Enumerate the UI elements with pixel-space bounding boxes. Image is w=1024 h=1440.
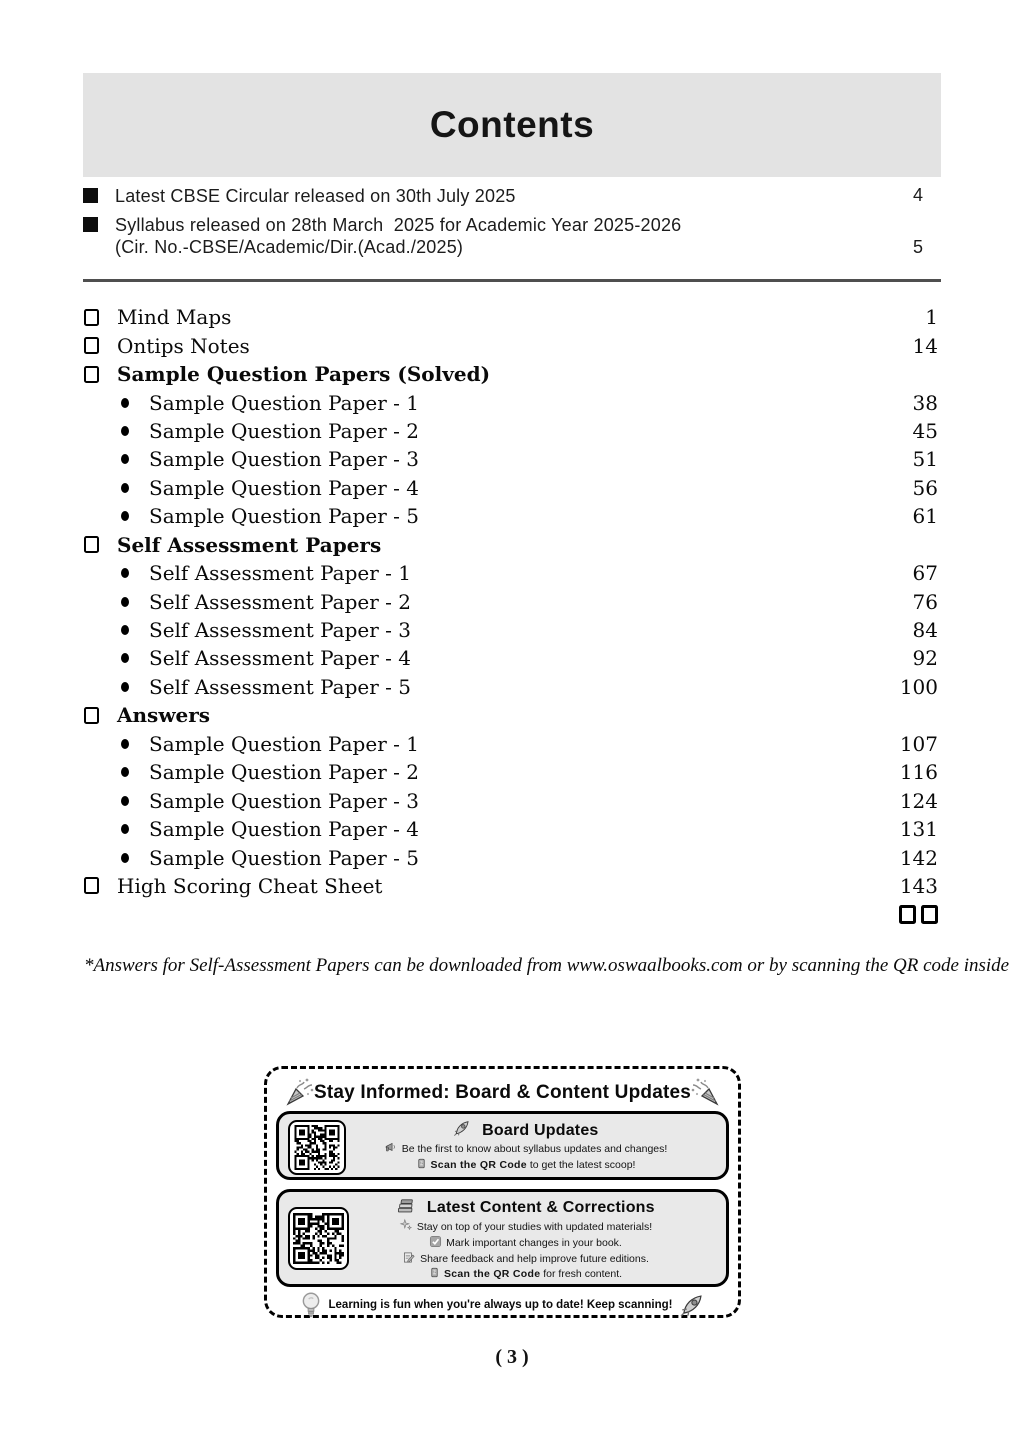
toc-bullet-icon: [84, 337, 99, 354]
checkbox-icon: [429, 1235, 442, 1248]
toc-entry-label: Self Assessment Paper - 5: [149, 674, 411, 699]
toc-page-number: 142: [899, 845, 938, 870]
board-updates-line: Be the first to know about syllabus updates and changes!: [353, 1141, 698, 1157]
toc-bullet-icon: [84, 536, 99, 553]
toc-entry-label: Sample Question Paper - 2: [149, 760, 419, 785]
notice-page-number: 4: [912, 185, 923, 205]
toc-entry-label: Answers: [117, 703, 211, 728]
hollow-square-icon: [921, 905, 938, 924]
toc-entry-label: Sample Question Paper - 4: [149, 475, 419, 500]
toc-bullet-icon: [121, 767, 129, 777]
toc-entry-label: Self Assessment Paper - 4: [149, 646, 411, 671]
hollow-square-icon: [899, 905, 916, 924]
toc-bullet-icon: [121, 454, 129, 464]
toc-row: [83, 559, 938, 587]
stay-informed-box: [264, 1066, 741, 1318]
books-icon: [396, 1198, 416, 1215]
toc-entry-label: Self Assessment Papers: [117, 532, 382, 557]
qr-phone-icon: [429, 1266, 440, 1279]
toc-bullet-icon: [84, 309, 99, 326]
contents-header-band: [83, 73, 941, 177]
toc-row: [83, 531, 938, 559]
notice-line: Syllabus released on 28th March 2025 for Academic Year 2025-2026: [115, 214, 682, 235]
qr-phone-icon: [416, 1157, 427, 1170]
toc-entry-label: Sample Question Paper - 3: [149, 788, 419, 813]
toc-row: [83, 843, 938, 871]
latest-content-line: Mark important changes in your book.: [353, 1235, 698, 1251]
toc-row: [83, 360, 938, 388]
toc-row: [83, 303, 938, 331]
toc-bullet-icon: [121, 398, 129, 408]
toc-bullet-icon: [121, 597, 129, 607]
toc-page-number: 116: [899, 760, 938, 785]
toc-row: [83, 872, 938, 900]
stay-informed-tagline: Learning is fun when you're always up to date! Keep scanning!: [276, 1291, 729, 1318]
rocket-icon: [452, 1119, 471, 1138]
toc-row: [83, 758, 938, 786]
qr-code: [288, 1120, 346, 1175]
board-updates-panel: [276, 1111, 729, 1180]
toc-entry-label: High Scoring Cheat Sheet: [117, 873, 383, 898]
toc-row: [83, 587, 938, 615]
toc-row: [83, 786, 938, 814]
toc-entry-label: Self Assessment Paper - 1: [149, 561, 411, 586]
horizontal-divider: [83, 279, 941, 282]
toc-entry-label: Self Assessment Paper - 2: [149, 589, 411, 614]
toc-entry-label: Self Assessment Paper - 3: [149, 618, 411, 643]
board-updates-heading: Board Updates: [353, 1119, 698, 1141]
toc-bullet-icon: [121, 483, 129, 493]
toc-bullet-icon: [121, 739, 129, 749]
cbse-notices: [83, 185, 941, 265]
stay-informed-title: Stay Informed: Board & Content Updates: [313, 1082, 692, 1103]
latest-content-heading: Latest Content & Corrections: [353, 1197, 698, 1218]
toc-bullet-icon: [121, 568, 129, 578]
toc-page-number: 92: [912, 646, 938, 671]
toc-row: [83, 644, 938, 672]
toc-entry-label: Sample Question Paper - 5: [149, 504, 419, 529]
toc-page-number: 67: [912, 561, 938, 586]
notice-line: Latest CBSE Circular released on 30th July 2025: [115, 186, 516, 206]
latest-content-line: Share feedback and help improve future editions.: [353, 1251, 698, 1267]
toc-rows: [83, 303, 938, 900]
toc-entry-label: Mind Maps: [117, 305, 232, 330]
toc-end-marks: [83, 900, 938, 928]
toc-row: [83, 445, 938, 473]
notice-line: (Cir. No.-CBSE/Academic/Dir.(Acad./2025): [115, 237, 464, 257]
toc-page-number: 131: [899, 817, 938, 842]
latest-content-scan-line: Scan the QR Code for fresh content.: [353, 1266, 698, 1282]
page-title: Contents: [429, 104, 595, 145]
toc-bullet-icon: [121, 653, 129, 663]
lightbulb-icon: [300, 1291, 322, 1318]
toc-row: [83, 417, 938, 445]
toc-row: [83, 673, 938, 701]
toc-page-number: 124: [899, 788, 938, 813]
toc-row: [83, 730, 938, 758]
filled-square-bullet-icon: [83, 217, 98, 232]
toc-row: [83, 388, 938, 416]
toc-bullet-icon: [121, 682, 129, 692]
toc-bullet-icon: [121, 796, 129, 806]
toc-page-number: 107: [899, 731, 938, 756]
notice-item: [83, 185, 941, 208]
toc-page-number: 100: [899, 674, 938, 699]
toc-bullet-icon: [121, 824, 129, 834]
toc-row: [83, 815, 938, 843]
toc-page-number: 38: [912, 390, 938, 415]
toc-page-number: 76: [912, 589, 938, 614]
notice-page-number: 5: [912, 237, 923, 257]
sparkles-icon: [399, 1218, 413, 1232]
megaphone-icon: [384, 1141, 398, 1154]
stay-informed-header: [276, 1074, 729, 1111]
toc-bullet-icon: [84, 366, 99, 383]
toc-entry-label: Sample Question Paper - 1: [149, 731, 419, 756]
page-number-footer: ( 3 ): [495, 1346, 529, 1368]
toc-page-number: 14: [912, 333, 938, 358]
toc-page-number: 61: [912, 504, 938, 529]
toc-page-number: 84: [912, 618, 938, 643]
toc-bullet-icon: [121, 625, 129, 635]
toc-entry-label: Sample Question Paper - 2: [149, 418, 419, 443]
toc-row: [83, 474, 938, 502]
toc-list: [83, 303, 941, 928]
toc-entry-label: Sample Question Papers (Solved): [117, 362, 491, 387]
toc-entry-label: Sample Question Paper - 4: [149, 817, 419, 842]
toc-entry-label: Ontips Notes: [117, 333, 250, 358]
toc-row: [83, 502, 938, 530]
toc-row: [83, 331, 938, 359]
answers-download-footnote: *Answers for Self-Assessment Papers can be downloaded from www.oswaalbooks.com or by scanning the QR code inside: [84, 955, 1010, 976]
toc-page-number: 143: [899, 873, 938, 898]
toc-row: [83, 701, 938, 729]
rocket-icon: [679, 1292, 705, 1318]
toc-bullet-icon: [84, 877, 99, 894]
toc-page-number: 45: [912, 418, 938, 443]
party-popper-icon: [284, 1076, 316, 1108]
toc-entry-label: Sample Question Paper - 1: [149, 390, 419, 415]
filled-square-bullet-icon: [83, 188, 98, 203]
board-updates-scan-line: Scan the QR Code to get the latest scoop!: [353, 1157, 698, 1173]
party-popper-icon: [689, 1076, 721, 1108]
toc-page-number: 1: [925, 305, 938, 330]
qr-code: [288, 1207, 349, 1270]
toc-page-number: 51: [912, 447, 938, 472]
notice-item: [83, 214, 941, 259]
toc-bullet-icon: [121, 511, 129, 521]
toc-row: [83, 616, 938, 644]
latest-content-line: Stay on top of your studies with updated materials!: [353, 1218, 698, 1235]
latest-content-panel: [276, 1189, 729, 1287]
toc-bullet-icon: [121, 853, 129, 863]
toc-bullet-icon: [121, 426, 129, 436]
toc-entry-label: Sample Question Paper - 5: [149, 845, 419, 870]
toc-bullet-icon: [84, 707, 99, 724]
toc-entry-label: Sample Question Paper - 3: [149, 447, 419, 472]
toc-page-number: 56: [912, 475, 938, 500]
memo-pencil-icon: [402, 1251, 416, 1264]
